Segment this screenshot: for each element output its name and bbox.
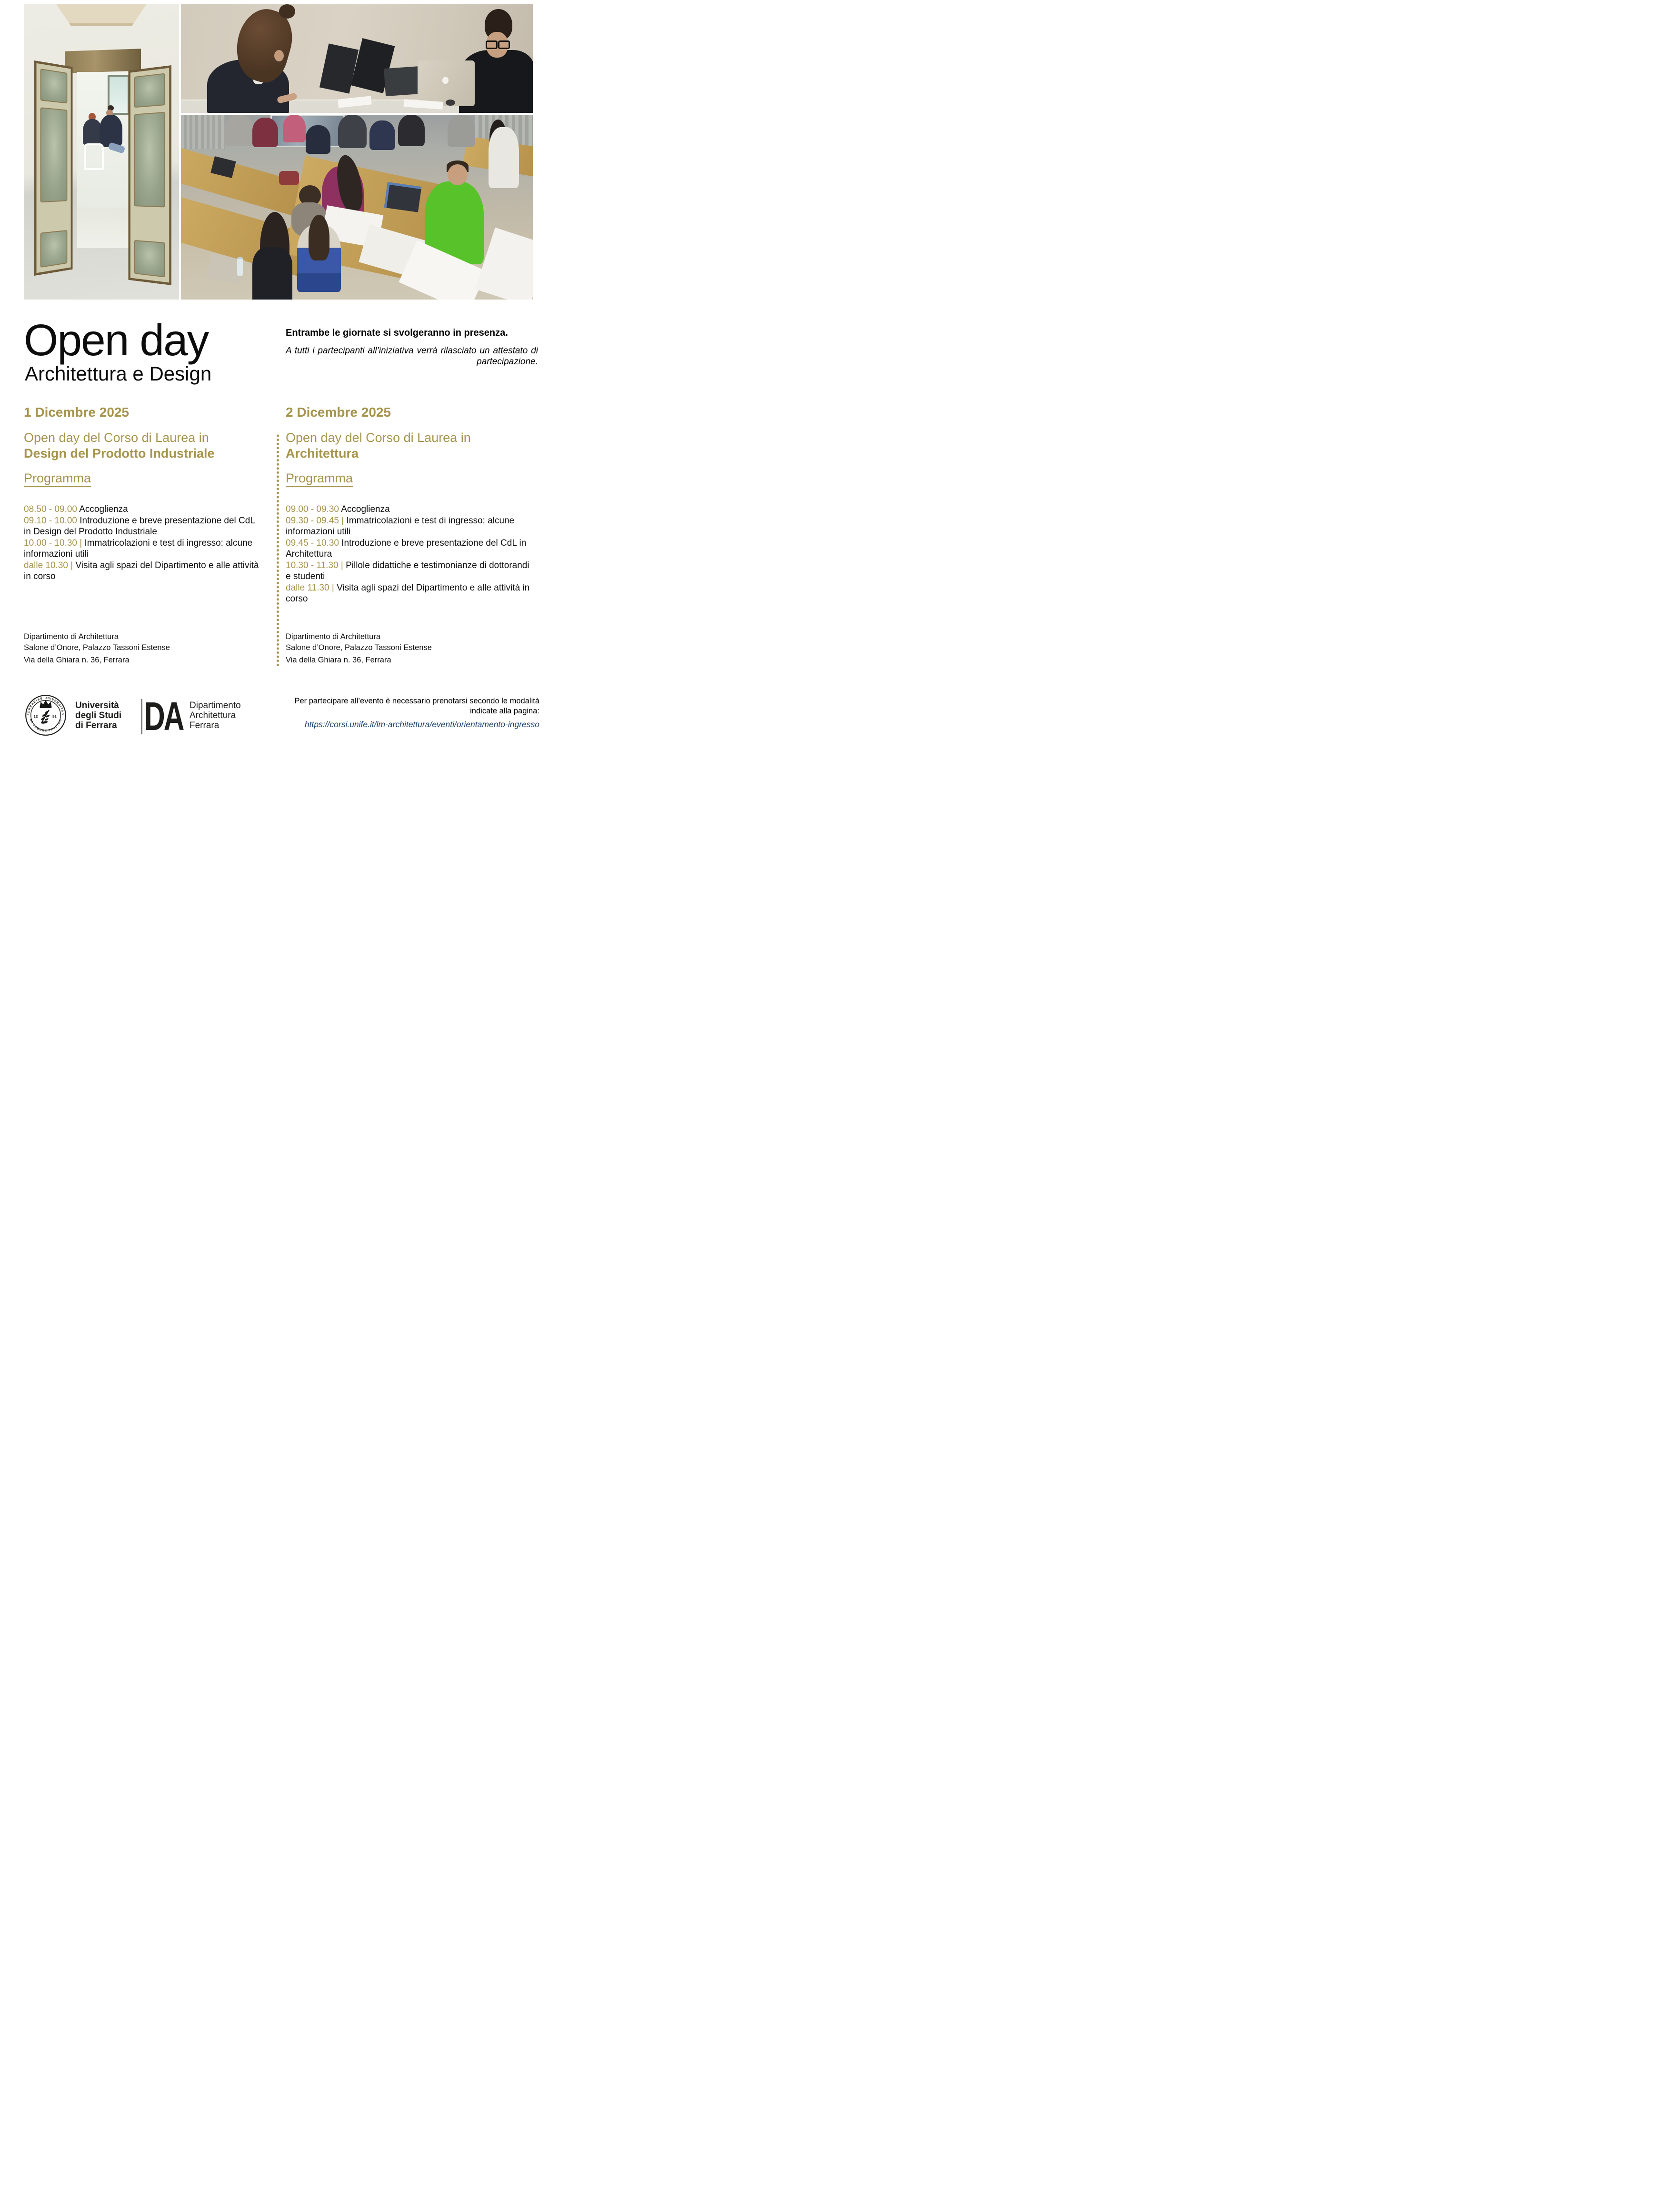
address-line: Via della Ghiara n. 36, Ferrara xyxy=(286,656,391,664)
doorway-opening xyxy=(77,72,133,248)
student xyxy=(338,115,367,148)
apple-logo-icon xyxy=(442,77,449,84)
program-text: Immatricolazioni e test di ingresso: alcune informazioni utili xyxy=(286,516,515,537)
student xyxy=(489,127,519,188)
seal-top-text: FERRARIAE UNIVERSITAS xyxy=(27,696,65,716)
dotted-divider xyxy=(277,434,279,668)
venue-address xyxy=(24,631,170,666)
student xyxy=(448,115,475,147)
photo-historic-doorway xyxy=(24,4,179,300)
department-logo-da: DA xyxy=(144,694,183,737)
program-item xyxy=(24,560,262,582)
page-title: Open day xyxy=(24,315,209,365)
program-text: Introduzione e breve presentazione del CdL in Design del Prodotto Industriale xyxy=(24,516,255,537)
footer xyxy=(0,691,555,737)
program-text: Visita agli spazi del Dipartimento e alle attività in corso xyxy=(286,583,530,604)
macbook xyxy=(418,60,475,106)
address-line: Dipartimento di Architettura xyxy=(24,632,119,641)
door-panel-left xyxy=(34,60,73,276)
booking-text-line: indicate alla pagina: xyxy=(470,707,539,715)
drawing-sheet xyxy=(475,228,533,300)
course-intro: Open day del Corso di Laurea in xyxy=(286,430,471,445)
student xyxy=(225,115,253,146)
program-time: 09.30 - 09.45 | xyxy=(286,516,344,526)
student-face xyxy=(448,164,468,185)
booking-info xyxy=(273,696,539,730)
course-name: Architettura xyxy=(286,446,359,460)
student xyxy=(369,120,395,150)
door-ornament xyxy=(134,112,165,208)
attendance-notice xyxy=(286,328,538,367)
program-item xyxy=(286,560,537,582)
department-name-line: Architettura xyxy=(190,711,236,721)
page-subtitle: Architettura e Design xyxy=(25,362,212,385)
program-time: 09.00 - 09.30 xyxy=(286,504,339,514)
address-line: Salone d’Onore, Palazzo Tassoni Estense xyxy=(286,643,432,652)
university-name-line: degli Studi xyxy=(75,711,122,721)
program-list xyxy=(286,504,537,604)
program-item xyxy=(286,504,537,515)
university-name-line: Università xyxy=(75,701,119,711)
program-text: Accoglienza xyxy=(341,504,390,514)
event-date: 1 Dicembre 2025 xyxy=(24,405,130,420)
program-heading: Programma xyxy=(286,471,353,485)
department-name-line: Dipartimento xyxy=(190,701,241,711)
door-ornament xyxy=(40,69,68,103)
ceiling-cornice xyxy=(56,4,146,26)
seal-year-right: 91 xyxy=(52,714,57,719)
seated-person-legs xyxy=(108,142,126,154)
laptop xyxy=(384,182,422,212)
seal-year-left: 13 xyxy=(33,714,38,719)
program-time: dalle 11.30 | xyxy=(286,583,334,593)
student xyxy=(252,118,278,147)
address-line: Salone d’Onore, Palazzo Tassoni Estense xyxy=(24,643,170,652)
program-item xyxy=(286,515,537,537)
photo-students-laptops xyxy=(181,4,533,113)
unife-seal-icon xyxy=(25,694,67,736)
student-hair xyxy=(279,4,295,19)
course-intro: Open day del Corso di Laurea in xyxy=(24,430,209,445)
laptop xyxy=(319,43,359,93)
program-text: Immatricolazioni e test di ingresso: alcune informazioni utili xyxy=(24,538,253,559)
event-date: 2 Dicembre 2025 xyxy=(286,405,391,420)
door-lintel xyxy=(65,49,141,73)
student xyxy=(306,125,330,154)
seal-bottom-text: DE LABORE FRUCTUS xyxy=(29,718,63,733)
computer-mouse xyxy=(446,100,455,106)
column-design xyxy=(24,405,262,664)
student-hair xyxy=(309,215,329,260)
program-time: dalle 10.30 | xyxy=(24,561,73,571)
program-time: 10.30 - 11.30 | xyxy=(286,561,343,571)
program-text: Pillole didattiche e testimonianze di dottorandi e studenti xyxy=(286,561,529,581)
white-chair xyxy=(84,143,104,170)
seated-person xyxy=(83,119,102,145)
door-ornament xyxy=(40,230,68,268)
venue-address xyxy=(286,631,432,666)
photo-design-workshop xyxy=(181,115,533,300)
door-ornament xyxy=(134,73,165,108)
bag xyxy=(279,171,299,185)
glasses-icon xyxy=(498,40,510,49)
course-name: Design del Prodotto Industriale xyxy=(24,446,215,460)
notice-bold-text: Entrambe le giornate si svolgeranno in presenza. xyxy=(286,328,508,338)
floor xyxy=(77,208,133,248)
student-face xyxy=(274,50,284,61)
logo-divider xyxy=(141,699,142,734)
column-architettura xyxy=(286,405,537,664)
program-time: 09.10 - 10.00 xyxy=(24,516,77,526)
radiator xyxy=(181,115,225,149)
program-heading: Programma xyxy=(24,471,91,485)
door-panel-right xyxy=(129,65,171,285)
program-item xyxy=(286,538,537,560)
glasses-icon xyxy=(486,40,498,49)
booking-text-line: Per partecipare all’evento è necessario prenotarsi secondo le modalità xyxy=(294,697,539,705)
address-line: Dipartimento di Architettura xyxy=(286,632,381,641)
door-ornament xyxy=(134,240,165,277)
program-item xyxy=(24,515,262,537)
program-item xyxy=(24,538,262,560)
open-day-poster xyxy=(0,0,555,737)
program-text: Accoglienza xyxy=(79,504,128,514)
program-time: 08.50 - 09.00 xyxy=(24,504,77,514)
university-wordmark xyxy=(75,701,121,731)
water-bottle xyxy=(237,257,243,276)
program-time: 09.45 - 10.30 xyxy=(286,538,339,548)
student xyxy=(283,115,306,142)
door-ornament xyxy=(40,107,68,202)
department-name-line: Ferrara xyxy=(190,721,219,731)
department-wordmark xyxy=(190,701,241,731)
address-line: Via della Ghiara n. 36, Ferrara xyxy=(24,656,130,664)
title-block xyxy=(24,315,212,385)
program-item xyxy=(24,504,262,515)
student xyxy=(252,247,292,300)
booking-url-link[interactable]: https://corsi.unife.it/lm-architettura/eventi/orientamento-ingresso xyxy=(304,720,539,729)
student xyxy=(398,115,425,146)
program-text: Introduzione e breve presentazione del CdL in Architettura xyxy=(286,538,527,559)
program-list xyxy=(24,504,262,582)
program-time: 10.00 - 10.30 | xyxy=(24,538,82,548)
notice-italic-text: A tutti i partecipanti all’iniziativa verrà rilasciato un attestato di partecipazione. xyxy=(286,346,538,367)
university-name-line: di Ferrara xyxy=(75,721,117,731)
program-text: Visita agli spazi del Dipartimento e alle attività in corso xyxy=(24,561,259,581)
crown-icon xyxy=(40,707,52,709)
program-item xyxy=(286,582,537,604)
